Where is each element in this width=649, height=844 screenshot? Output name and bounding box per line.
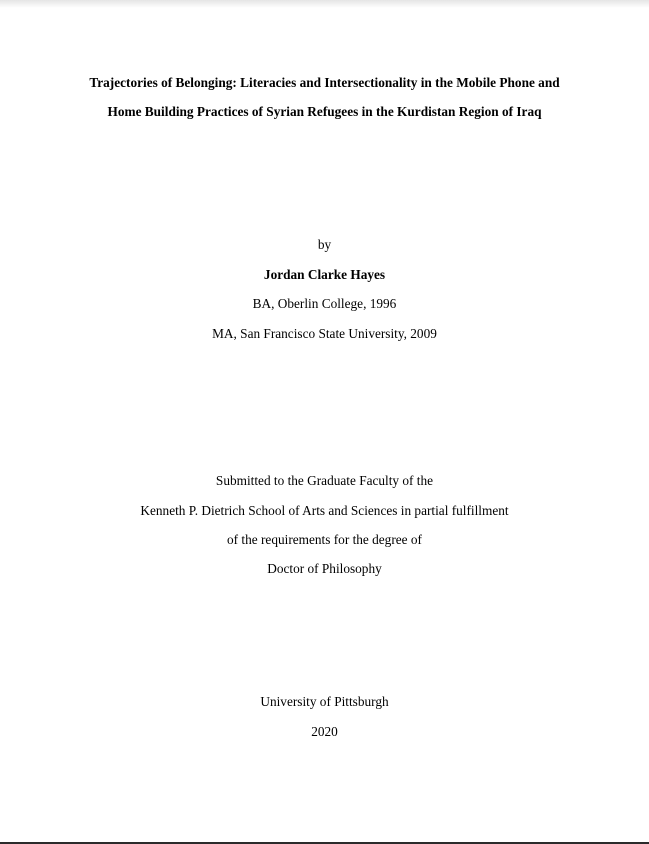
title-line-2: Home Building Practices of Syrian Refugees in the Kurdistan Region of Iraq xyxy=(107,104,542,119)
author-name: Jordan Clarke Hayes xyxy=(263,267,386,282)
submission-line-2: Kenneth P. Dietrich School of Arts and Sciences in partial fulfillment xyxy=(140,503,509,518)
institution-name: University of Pittsburgh xyxy=(260,694,389,709)
title-line-1: Trajectories of Belonging: Literacies and Intersectionality in the Mobile Phone and xyxy=(89,75,560,90)
submission-line-3: of the requirements for the degree of xyxy=(227,532,422,547)
degree-name: Doctor of Philosophy xyxy=(267,561,382,576)
page-top-shadow xyxy=(0,0,649,8)
submission-year: 2020 xyxy=(311,724,338,739)
degree-ba: BA, Oberlin College, 1996 xyxy=(252,296,397,311)
submission-line-1: Submitted to the Graduate Faculty of the xyxy=(215,473,434,488)
degree-ma: MA, San Francisco State University, 2009 xyxy=(212,326,437,341)
by-label: by xyxy=(317,237,332,252)
